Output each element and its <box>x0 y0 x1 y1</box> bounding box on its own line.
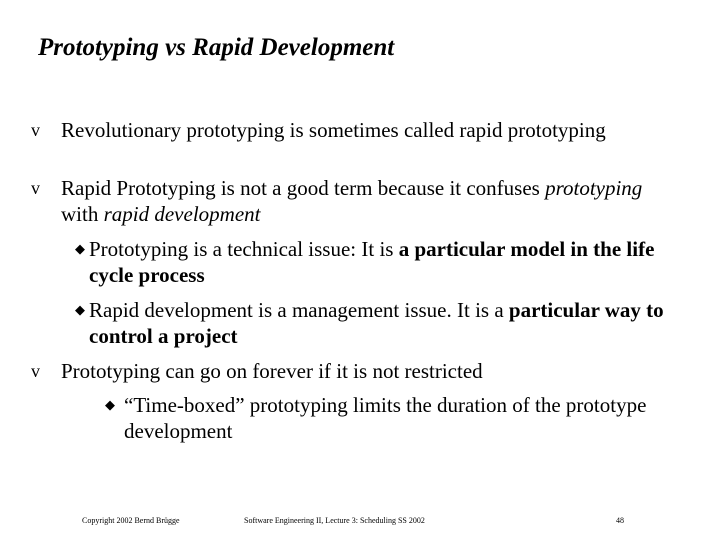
bullet-text-bold: a particular model in the life cycle process <box>89 237 655 287</box>
diamond-bullet-icon: ◆ <box>75 241 85 256</box>
slide-title: Prototyping vs Rapid Development <box>38 34 395 61</box>
bullet-text: Prototyping can go on forever if it is not restricted <box>61 359 483 383</box>
bullet-text: Rapid development is a management issue. It is a <box>89 298 509 322</box>
bullet-text: “Time-boxed” prototyping limits the duration of the prototype development <box>124 393 647 443</box>
bullet-text-bold: particular way to control a project <box>89 298 664 348</box>
bullet-item <box>31 358 681 384</box>
checkmark-v-icon: v <box>31 120 40 140</box>
bullet-text: Prototyping is a technical issue: It is <box>89 237 399 261</box>
diamond-bullet-icon: ◆ <box>105 397 115 412</box>
bullet-text: Rapid Prototyping is not a good term because it confuses <box>61 176 546 200</box>
footer-page-number: 48 <box>616 516 624 525</box>
sub-bullet-item <box>75 236 689 288</box>
checkmark-v-icon: v <box>31 178 40 198</box>
diamond-bullet-icon: ◆ <box>75 302 85 317</box>
bullet-text: with <box>61 202 104 226</box>
sub-bullet-item <box>105 392 694 444</box>
footer-copyright: Copyright 2002 Bernd Brügge <box>82 516 180 525</box>
bullet-item <box>31 175 681 227</box>
bullet-text-italic: prototyping <box>545 176 643 200</box>
footer-course: Software Engineering II, Lecture 3: Scheduling SS 2002 <box>244 516 425 525</box>
bullet-text: Revolutionary prototyping is sometimes called rapid prototyping <box>61 118 606 142</box>
sub-bullet-item <box>75 297 689 349</box>
checkmark-v-icon: v <box>31 361 40 381</box>
bullet-item <box>31 117 681 143</box>
bullet-text-italic: rapid development <box>103 202 261 226</box>
